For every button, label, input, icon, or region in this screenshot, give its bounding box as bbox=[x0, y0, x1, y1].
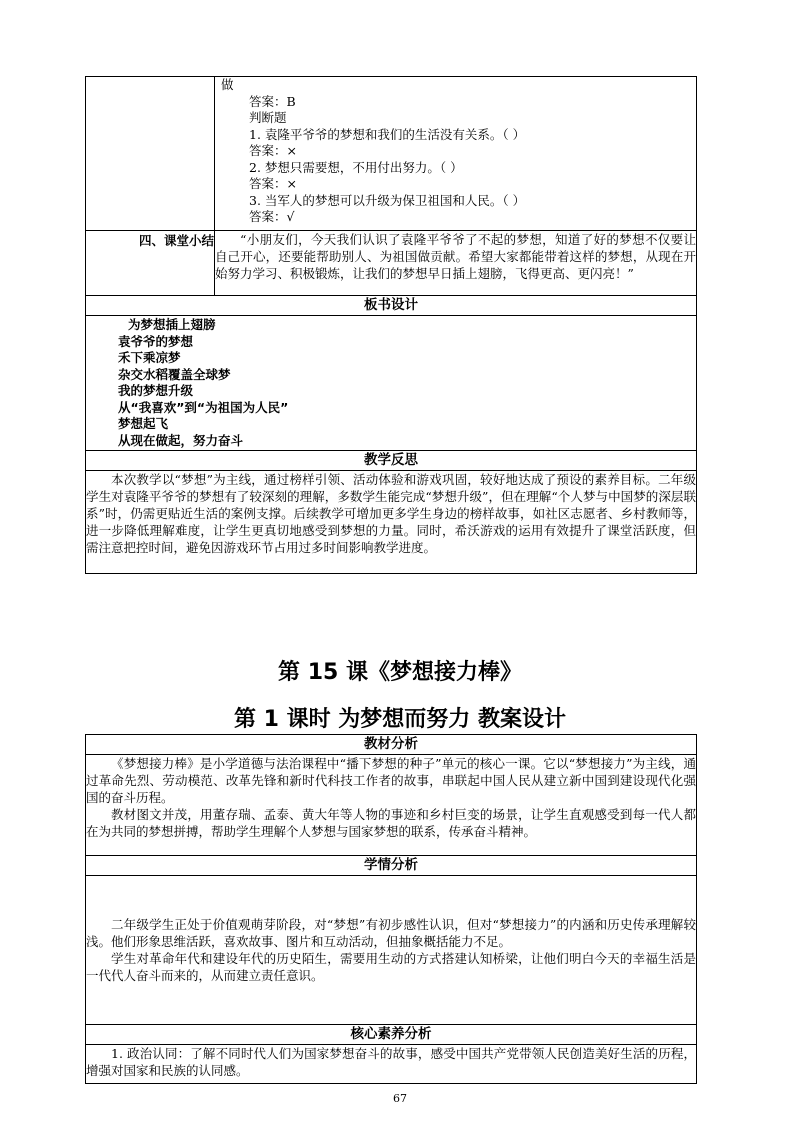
board-line: 梦想起飞 bbox=[118, 416, 169, 431]
reflection-header: 教学反思 bbox=[86, 451, 697, 471]
literacy-cell bbox=[86, 1045, 697, 1084]
summary-label: 四、课堂小结 bbox=[86, 231, 215, 296]
reflection-cell bbox=[86, 471, 697, 574]
page-number: 67 bbox=[393, 1092, 407, 1105]
literacy-header-row bbox=[86, 1025, 697, 1045]
literacy-analysis-header: 核心素养分析 bbox=[86, 1025, 697, 1045]
board-line: 袁爷爷的梦想 bbox=[118, 333, 194, 349]
answer-line: 答案：× bbox=[249, 143, 297, 158]
exercise-cell bbox=[215, 77, 697, 231]
question-line: 2. 梦想只需要想，不用付出努力。（ ） bbox=[249, 159, 463, 175]
board-line: 从现在做起，努力奋斗 bbox=[118, 432, 244, 448]
board-cell bbox=[86, 316, 697, 451]
lesson-plan-table bbox=[85, 734, 697, 1084]
material-paragraph: 《梦想接力棒》是小学道德与法治课程中“播下梦想的种子”单元的核心一课。它以“梦想接力”为主线，通过革命先烈、劳动模范、改革先锋和新时代科技工作者的故事，串联起中国人民从建立新中国到建设现代化强国的奋斗历程。 bbox=[86, 756, 696, 805]
board-line: 从“我喜欢”到“为祖国为人民” bbox=[118, 399, 289, 415]
summary-row bbox=[86, 231, 697, 296]
literacy-row bbox=[86, 1045, 697, 1084]
exercise-line: 判断题 bbox=[249, 110, 287, 125]
question-line: 3. 当军人的梦想可以升级为保卫祖国和人民。（ ） bbox=[249, 192, 526, 208]
board-header-row bbox=[86, 296, 697, 316]
student-paragraph: 二年级学生正处于价值观萌芽阶段，对“梦想”有初步感性认识，但对“梦想接力”的内涵和历史传承理解较浅。他们形象思维活跃，喜欢故事、图片和互动活动，但抽象概括能力不足。 bbox=[86, 917, 696, 949]
material-cell bbox=[86, 755, 697, 856]
empty-label-cell bbox=[86, 77, 215, 231]
summary-text: “小朋友们，今天我们认识了袁隆平爷爷了不起的梦想，知道了好的梦想不仅要让自己开心，还要能帮助别人、为祖国做贡献。希望大家都能带着这样的梦想，从现在开始努力学习、积极锻炼，让我们的梦想早日插上翅膀，飞得更高、更闪亮！” bbox=[215, 232, 696, 281]
material-row bbox=[86, 755, 697, 856]
lesson-plan-table-continued bbox=[85, 76, 697, 574]
student-cell bbox=[86, 876, 697, 1025]
question-line: 1. 袁隆平爷爷的梦想和我们的生活没有关系。（ ） bbox=[249, 126, 526, 142]
board-line: 我的梦想升级 bbox=[118, 383, 194, 398]
material-analysis-header: 教材分析 bbox=[86, 735, 697, 755]
exercise-line: 做 bbox=[221, 77, 234, 92]
board-title: 为梦想插上翅膀 bbox=[128, 317, 216, 332]
student-analysis-header: 学情分析 bbox=[86, 856, 697, 876]
board-row bbox=[86, 316, 697, 451]
board-line: 禾下乘凉梦 bbox=[118, 350, 181, 365]
summary-cell bbox=[215, 231, 697, 296]
student-header-row bbox=[86, 856, 697, 876]
material-header-row bbox=[86, 735, 697, 755]
exercise-row bbox=[86, 77, 697, 231]
literacy-text: 1. 政治认同：了解不同时代人们为国家梦想奋斗的故事，感受中国共产党带领人民创造美好生活的历程，增强对国家和民族的认同感。 bbox=[86, 1046, 696, 1078]
student-row bbox=[86, 876, 697, 1025]
student-paragraph: 学生对革命年代和建设年代的历史陌生，需要用生动的方式搭建认知桥梁，让他们明白今天的幸福生活是一代代人奋斗而来的，从而建立责任意识。 bbox=[86, 951, 696, 983]
lesson-title: 第 15 课《梦想接力棒》 bbox=[278, 660, 522, 685]
answer-line: 答案：B bbox=[249, 93, 296, 109]
board-line: 杂交水稻覆盖全球梦 bbox=[118, 366, 231, 382]
lesson-subtitle: 第 1 课时 为梦想而努力 教案设计 bbox=[234, 707, 566, 732]
answer-line: 答案：× bbox=[249, 176, 297, 191]
material-paragraph: 教材图文并茂，用董存瑞、孟泰、黄大年等人物的事迹和乡村巨变的场景，让学生直观感受到每一代人都在为共同的梦想拼搏，帮助学生理解个人梦想与国家梦想的联系，传承奋斗精神。 bbox=[86, 807, 696, 839]
reflection-header-row bbox=[86, 451, 697, 471]
reflection-row bbox=[86, 471, 697, 574]
reflection-text: 本次教学以“梦想”为主线，通过榜样引领、活动体验和游戏巩固，较好地达成了预设的素养目标。二年级学生对袁隆平爷爷的梦想有了较深刻的理解，多数学生能完成“梦想升级”，但在理解“个人梦与中国梦的深层联系”时，仍需更贴近生活的案例支撑。后续教学可增加更多学生身边的榜样故事，如社区志愿者、乡村教师等，进一步降低理解难度，让学生更真切地感受到梦想的力量。同时，希沃游戏的运用有效提升了课堂活跃度，但需注意把控时间，避免因游戏环节占用过多时间影响教学进度。 bbox=[86, 472, 696, 555]
answer-line: 答案：√ bbox=[249, 209, 295, 224]
board-design-header: 板书设计 bbox=[86, 296, 697, 316]
